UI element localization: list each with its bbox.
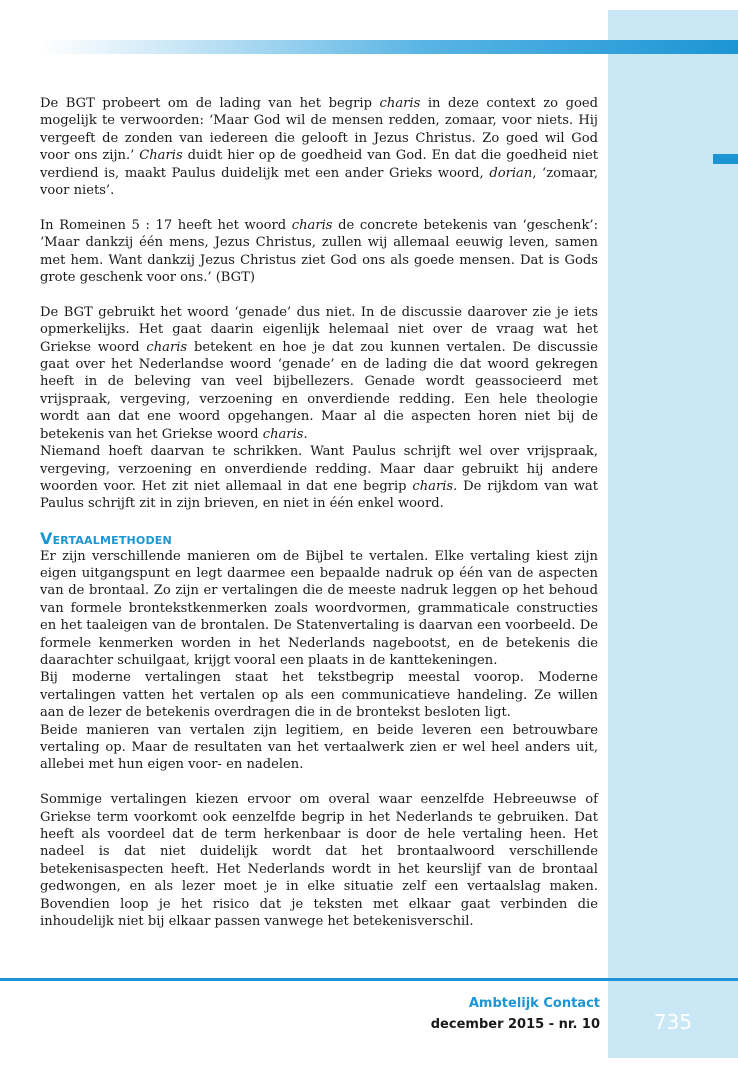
paragraph-beide: Beide manieren van vertalen zijn legitiem, en beide leveren een betrouwbare vertaling op. Maar de resultaten van het vertaalwerk zien er wel heel anders uit, allebei met hun eigen voor- en nadelen. (40, 722, 598, 773)
paragraph-genade: De BGT gebruikt het woord ‘genade’ dus niet. In de discussie daarover zie je iets opmerkelijks. Het gaat daarin eigenlijk helemaal niet over de vraag wat het Griekse woord charis betekent en hoe je dat zou kunnen vertalen. De discussie gaat over het Nederlandse woord ‘genade’ en de lading die dat woord gekregen heeft in de beleving van veel bijbellezers. Genade wordt geassocieerd met vrijspraak, vergeving, verzoening en onverdiende redding. Een hele theologie wordt aan dat ene woord opgehangen. Maar al die aspecten horen niet bij de betekenis van het Griekse woord charis. (40, 304, 598, 442)
footer-issue: december 2015 - nr. 10 (430, 1017, 600, 1032)
paragraph-bgt-charis: De BGT probeert om de lading van het begrip charis in deze context zo goed mogelijk te verwoorden: ‘Maar God wil de mensen redden, zomaar, voor niets. Hij vergeeft de zonden van iedereen die gelooft in Jezus Christus. Zo goed wil God voor ons zijn.’ Charis duidt hier op de goedheid van God. En dat die goedheid niet verdiend is, maakt Paulus duidelijk met een ander Grieks woord, dorian, ‘zomaar, voor niets’. (40, 96, 598, 199)
paragraph-manieren: Er zijn verschillende manieren om de Bijbel te vertalen. Elke vertaling kiest zijn eigen uitgangspunt en legt daarmee een bepaalde nadruk op één van de aspecten van de brontaal. Zo zijn er vertalingen die de meeste nadruk leggen op het behoud van formele brontekstkenmerken zoals woordvormen, grammaticale constructies en het taaleigen van de brontalen. De Statenvertaling is daarvan een voorbeeld. De formele kenmerken worden in het Nederlands nagebootst, en de betekenis die daarachter schuilgaat, krijgt vooral een plaats in de kanttekeningen. (40, 548, 598, 668)
paragraph-romeinen: In Romeinen 5 : 17 heeft het woord charis de concrete betekenis van ‘geschenk’: ‘Maar dankzij één mens, Jezus Christus, zullen wij allemaal eeuwig leven, samen met hem. Want dankzij Jezus Christus ziet God ons als goede mensen. Dat is Gods grote geschenk voor ons.’ (BGT) (40, 217, 598, 286)
footer-magazine-title: Ambtelijk Contact (468, 996, 600, 1011)
right-margin-band (608, 10, 738, 1058)
section-heading: Vertaalmethoden (40, 529, 172, 549)
paragraph-sommige: Sommige vertalingen kiezen ervoor om overal waar eenzelfde Hebreeuwse of Griekse term voorkomt ook eenzelfde begrip in het Nederlands te gebruiken. Dat heeft als voordeel dat de term herkenbaar is door de hele vertaling heen. Het nadeel is dat niet duidelijk wordt dat het brontaalwoord verschillende betekenisaspecten heeft. Het Nederlands wordt in het keurslijf van de brontaal gedwongen, en als lezer moet je in elke situatie zelf een vertaalslag maken. Bovendien loop je het risico dat je teksten met elkaar gaat verbinden die inhoudelijk niet bij elkaar passen vanwege het betekenisverschil. (40, 792, 598, 930)
article-body (40, 95, 598, 930)
side-tab-marker (713, 154, 738, 164)
paragraph-niemand: Niemand hoeft daarvan te schrikken. Want Paulus schrijft wel over vrijspraak, vergeving, verzoening en onverdiende redding. Maar daar gebruikt hij andere woorden voor. Het zit niet allemaal in dat ene begrip charis. De rijkdom van wat Paulus schrijft zit in zijn brieven, en niet in één enkel woord. (40, 444, 599, 512)
paragraph-moderne: Bij moderne vertalingen staat het tekstbegrip meestal voorop. Moderne vertalingen vatten het vertalen op als een communicatieve handeling. Ze willen aan de lezer de betekenis overdragen die in de brontekst besloten ligt. (40, 670, 598, 721)
header-gradient-bar (40, 40, 738, 54)
footer-rule (0, 978, 738, 981)
page-number: 735 (653, 1010, 693, 1034)
